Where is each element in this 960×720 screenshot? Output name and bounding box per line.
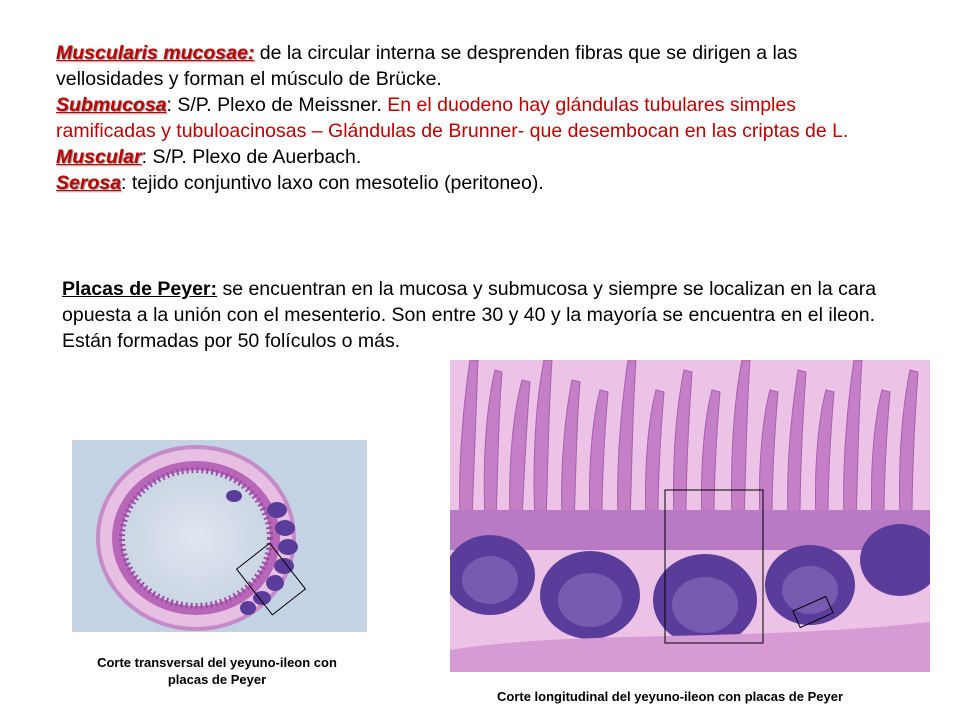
text-submucosa: S/P. Plexo de Meissner.: [171, 94, 382, 116]
term-serosa: Serosa: [56, 172, 122, 194]
longitudinal-drawing: [450, 360, 930, 672]
text-muscularis: de la circular interna se desprenden fibras que se dirigen a las vellosidades y forman el músculo de Brücke.: [56, 42, 798, 90]
text-peyer: se encuentran en la mucosa y submucosa y siempre se localizan en la cara opuesta a la unión con el mesenterio. Son entre 30 y 40 y la mayoría se encuentra en el ileon. Están formadas por 50 folículos o más.: [62, 278, 877, 352]
colon: :: [166, 94, 172, 116]
longitudinal-section-micrograph: [450, 360, 930, 672]
text-serosa: : tejido conjuntivo laxo con mesotelio (peritoneo).: [121, 172, 544, 194]
text-brunner: En el duodeno hay glándulas tubulares simples ramificadas y tubuloacinosas – Glándulas de Brunner- que desembocan en las criptas de L.: [56, 94, 849, 142]
peyer-paragraph: [62, 276, 912, 354]
term-muscular: Muscular: [56, 146, 142, 168]
cross-section-micrograph: [72, 440, 367, 632]
layers-paragraph: [56, 40, 856, 196]
longitudinal-caption: Corte longitudinal del yeyuno-ileon con placas de Peyer: [496, 689, 844, 704]
cross-section-drawing: [72, 440, 367, 632]
colon: :: [141, 146, 148, 168]
cross-section-caption: Corte transversal del yeyuno-ileon con placas de Peyer: [97, 655, 337, 687]
term-muscularis-mucosae: Muscularis mucosae:: [56, 42, 255, 64]
text-muscular: S/P. Plexo de Auerbach.: [147, 146, 362, 168]
term-placas-de-peyer: Placas de Peyer:: [62, 278, 218, 300]
term-submucosa: Submucosa: [56, 94, 167, 116]
